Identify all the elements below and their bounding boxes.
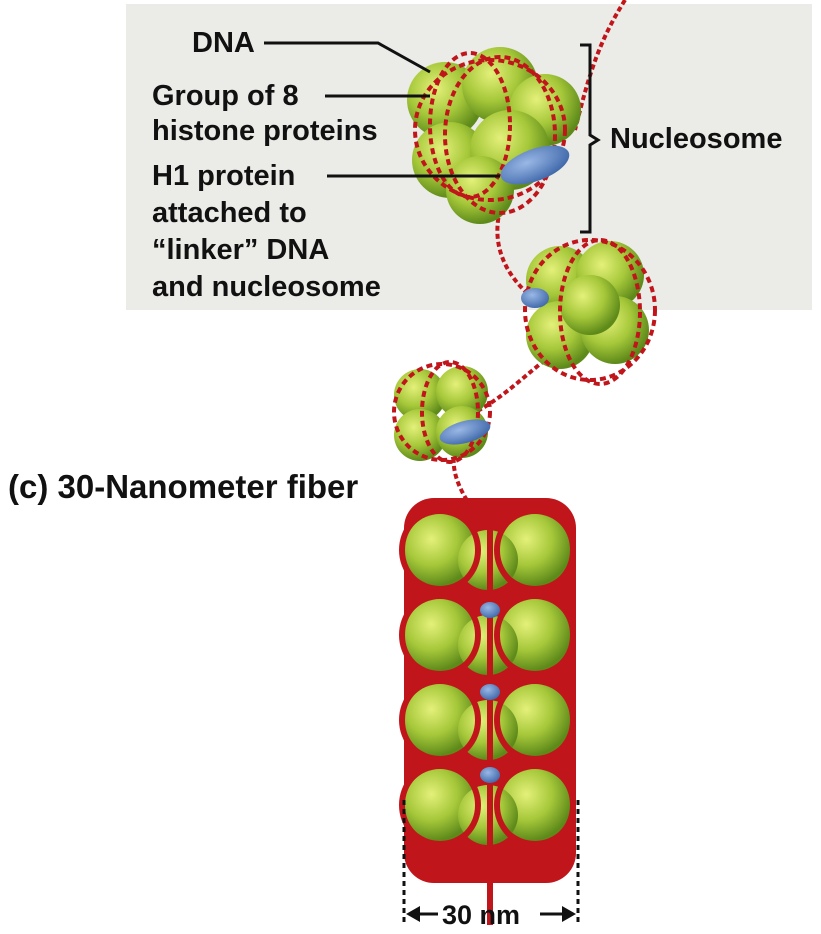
h1-label-line1: H1 protein	[152, 160, 296, 192]
nucleosome-3	[394, 362, 493, 462]
h1-label-line2: attached to	[152, 197, 307, 229]
nucleosome-label: Nucleosome	[610, 123, 783, 155]
nucleosome-1	[407, 47, 581, 224]
fiber-title: (c) 30-Nanometer fiber	[8, 468, 359, 505]
scale-label: 30 nm	[442, 900, 521, 930]
histones-label-line1: Group of 8	[152, 80, 299, 112]
h1-label-line3: “linker” DNA	[152, 234, 330, 266]
histones-label-line2: histone proteins	[152, 115, 378, 147]
nucleosome-bracket	[580, 45, 598, 232]
h1-label-line4: and nucleosome	[152, 271, 381, 303]
30nm-fiber	[402, 498, 576, 925]
dna-label: DNA	[192, 27, 255, 59]
nucleosome-2	[521, 240, 655, 384]
